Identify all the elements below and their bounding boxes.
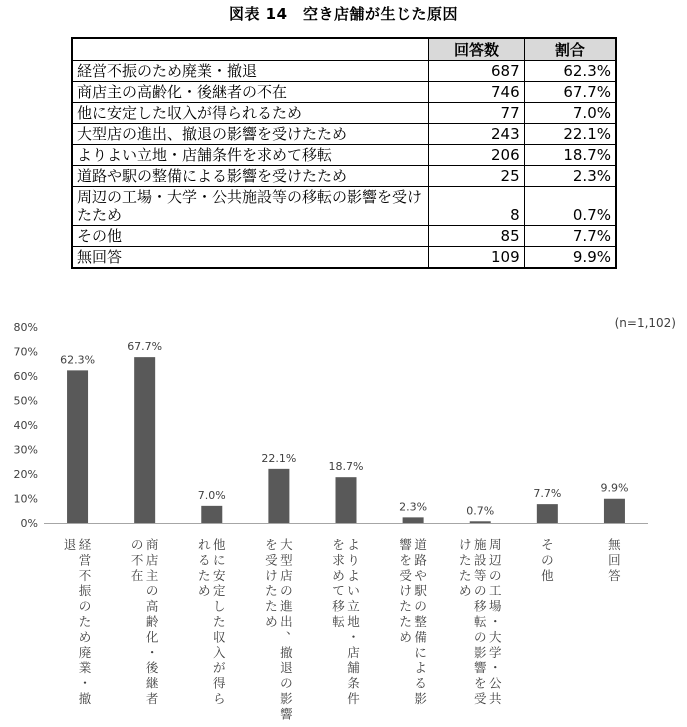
category-label-char: め [78,629,92,645]
category-label-char: ・ [488,614,502,629]
category-label-char: 後 [145,660,159,676]
category-label-char: 共 [488,691,502,706]
category-label-char: の [145,583,159,599]
category-label-char: 道 [414,537,427,552]
category-label-char: ・ [347,629,360,645]
row-label: 無回答 [72,247,429,269]
category-label-char: た [265,583,278,599]
category-label-char: い [347,583,360,599]
category-label-char: 転 [332,614,345,629]
category-label-char: け [458,537,472,552]
category-label-char: 受 [399,567,412,583]
category-label-char: よ [347,537,360,552]
bar [537,504,558,523]
category-label-char: 施 [473,537,487,552]
category-label-char: 振 [78,583,92,599]
category-label-char: の [541,552,554,568]
category-label-char: の [473,583,487,599]
category-label-char: を [399,552,412,568]
category-label-char: 回 [608,552,621,568]
sample-size-note: (n=1,102) [614,316,676,330]
y-tick-label: 60% [13,370,38,383]
row-percent: 62.3% [524,61,616,82]
data-label: 0.7% [466,504,495,518]
category-label-char: 路 [414,552,427,568]
table-row [72,145,616,166]
category-label-char: 継 [145,675,159,691]
category-label-char: た [198,567,211,583]
bar [268,469,289,523]
data-label: 9.9% [600,481,629,495]
row-percent: 9.9% [524,247,616,269]
table-row [72,187,616,226]
category-label-char: 移 [473,598,487,614]
category-label-char: け [265,567,278,583]
table-row [72,166,616,187]
category-label-char: や [414,567,427,583]
category-label-char: 型 [280,552,293,568]
category-label-char: ら [213,691,226,706]
data-label: 7.7% [533,487,562,501]
table-row [72,61,616,82]
category-label-char: 在 [130,567,144,583]
category-label-char: け [399,583,412,599]
category-label-char: 立 [347,598,360,614]
category-label-char: 営 [78,552,92,568]
row-percent: 2.3% [524,166,616,187]
category-label-char: 店 [280,567,293,583]
category-label-char: 主 [145,567,159,583]
row-percent: 7.0% [524,103,616,124]
category-label-char: 学 [488,644,502,660]
category-label-char: ・ [145,644,159,660]
category-label-char: 影 [280,691,293,706]
category-label-char: の [414,598,427,614]
category-label-char: の [488,567,502,583]
category-label-char: り [347,552,360,568]
row-label: 道路や駅の整備による影響を受けたため [72,166,429,187]
row-label: 周辺の工場・大学・公共施設等の移転の影響を受けたため [72,187,429,226]
table-row [72,103,616,124]
category-label-char: 設 [473,552,487,568]
category-label-char: の [280,675,293,691]
category-label-char: 廃 [78,644,92,660]
category-label-char: を [265,537,278,552]
figure-title: 図表 14 空き店舗が生じた原因 [228,5,459,23]
category-label-char: の [280,583,293,599]
row-percent: 0.7% [524,187,616,226]
category-label-char: た [265,598,278,614]
category-label-char: 安 [213,567,226,583]
category-label-char: め [458,583,472,599]
category-label-char: し [213,598,226,614]
category-label-char: よ [414,660,427,676]
category-label-char: ・ [78,675,92,691]
category-label-char: め [332,567,345,583]
category-label-char: め [265,614,278,629]
row-label: 商店主の高齢化・後継者の不在 [72,82,429,103]
category-label-char: 辺 [488,552,502,568]
y-tick-label: 80% [13,321,38,334]
category-label-char: 撤 [280,644,293,660]
row-label: 他に安定した収入が得られるため [72,103,429,124]
category-label-char: 移 [332,598,345,614]
header-percent: 割合 [524,38,616,61]
category-label-char: る [198,552,211,568]
bar-chart [0,312,687,727]
category-label-char: め [198,583,211,599]
category-label-char: 無 [608,537,621,552]
category-label-char: 退 [280,660,293,676]
category-label-char: 場 [488,598,502,614]
category-label-char: 大 [488,629,502,645]
category-label-char: 響 [399,537,412,552]
row-count: 109 [429,247,524,269]
category-label-char: 撤 [78,691,92,706]
category-label-char: 件 [347,691,360,706]
category-label-char: が [213,660,226,676]
row-label: 大型店の進出、撤退の影響を受けたため [72,124,429,145]
category-label-char: 化 [145,629,159,645]
category-label-char: 高 [145,598,159,614]
data-label: 18.7% [328,460,364,474]
category-label-char: 地 [347,614,360,629]
category-label-char: を [473,675,487,691]
category-label-char: た [399,598,412,614]
category-label-char: ・ [488,660,502,676]
data-label: 62.3% [60,353,96,367]
category-label-char: の [473,629,487,645]
bar [604,499,625,523]
category-label-char: 不 [78,567,92,583]
category-label-char: て [332,583,345,599]
category-label-char: 者 [145,691,159,706]
row-percent: 7.7% [524,226,616,247]
bar [403,517,424,523]
category-label-char: 店 [145,552,159,568]
category-label-char: 駅 [414,583,427,599]
category-label-char: 業 [78,660,92,676]
category-label-char: に [213,552,226,568]
category-label-char: 影 [414,691,427,706]
category-label-char: を [332,537,345,552]
category-label-char: 舗 [347,660,360,676]
category-label-char: た [78,614,92,629]
category-label-char: 他 [213,537,226,552]
bar [67,370,88,523]
category-label-char: そ [541,537,554,552]
y-tick-label: 70% [13,345,38,359]
category-label-char: 入 [213,644,226,660]
y-tick-label: 40% [13,419,38,432]
row-count: 8 [429,187,524,226]
table-row [72,247,616,269]
table-row [72,124,616,145]
category-label-char: 響 [280,706,293,722]
header-count: 回答数 [429,38,524,61]
bar [201,506,222,523]
category-label-char: 答 [608,567,621,583]
category-label-char: 退 [63,537,77,552]
table-row [72,82,616,103]
category-label-char: た [213,614,226,629]
category-label-char: 定 [213,583,226,599]
category-label-char: 経 [78,537,92,552]
row-count: 243 [429,124,524,145]
category-label-char: た [458,552,472,568]
category-label-char: た [458,567,472,583]
table-row [72,226,616,247]
category-label-char: に [414,644,427,660]
data-label: 22.1% [261,451,297,465]
category-label-char: め [399,629,412,645]
category-label-char: る [414,675,427,691]
category-label-char: 整 [414,614,427,629]
category-label-char: 公 [488,675,502,691]
category-label-char: 響 [473,660,487,676]
bar [134,357,155,523]
y-tick-label: 20% [13,468,38,481]
category-label-char: 商 [145,537,159,552]
category-label-char: 工 [488,583,502,599]
category-label-char: 備 [414,629,427,645]
row-count: 746 [429,82,524,103]
row-percent: 67.7% [524,82,616,103]
category-label-char: 周 [488,537,502,552]
data-label: 67.7% [127,340,163,354]
header-item [72,38,429,61]
row-count: 687 [429,61,524,82]
bar [470,521,491,523]
y-tick-label: 50% [13,394,38,408]
category-label-char: 影 [473,644,487,660]
category-label-char: 大 [280,537,293,552]
category-label-char: 条 [347,675,360,691]
category-label-char: の [130,537,144,552]
category-label-char: 店 [347,644,360,660]
category-label-char: 得 [213,675,226,691]
category-label-char: 求 [332,552,345,568]
category-label-char: 進 [280,598,293,614]
y-tick-label: 10% [13,492,38,506]
category-label-char: 転 [473,614,487,629]
data-label: 2.3% [399,500,428,514]
bar [336,477,357,523]
row-percent: 22.1% [524,124,616,145]
category-label-char: 受 [473,691,487,706]
category-label-char: の [78,598,92,614]
category-label-char: よ [347,567,360,583]
category-label-char: 等 [473,567,487,583]
row-count: 77 [429,103,524,124]
category-label-char: 収 [213,629,226,645]
row-label: よりよい立地・店舗条件を求めて移転 [72,145,429,166]
category-label-char: 他 [541,567,554,583]
category-label-char: れ [198,537,211,552]
y-tick-label: 30% [13,443,38,457]
row-percent: 18.7% [524,145,616,166]
data-table [71,37,617,269]
category-label-char: 、 [286,621,299,637]
table-header-row [72,38,616,61]
row-count: 25 [429,166,524,187]
category-label-char: 齢 [145,614,159,629]
y-tick-label: 0% [20,517,38,530]
category-label-char: 受 [265,552,278,568]
category-label-char: 不 [130,552,144,568]
row-label: その他 [72,226,429,247]
row-label: 経営不振のため廃業・撤退 [72,61,429,82]
data-label: 7.0% [197,488,226,502]
category-label-char: た [399,614,412,629]
row-count: 85 [429,226,524,247]
row-count: 206 [429,145,524,166]
category-label-char: 出 [280,614,293,629]
